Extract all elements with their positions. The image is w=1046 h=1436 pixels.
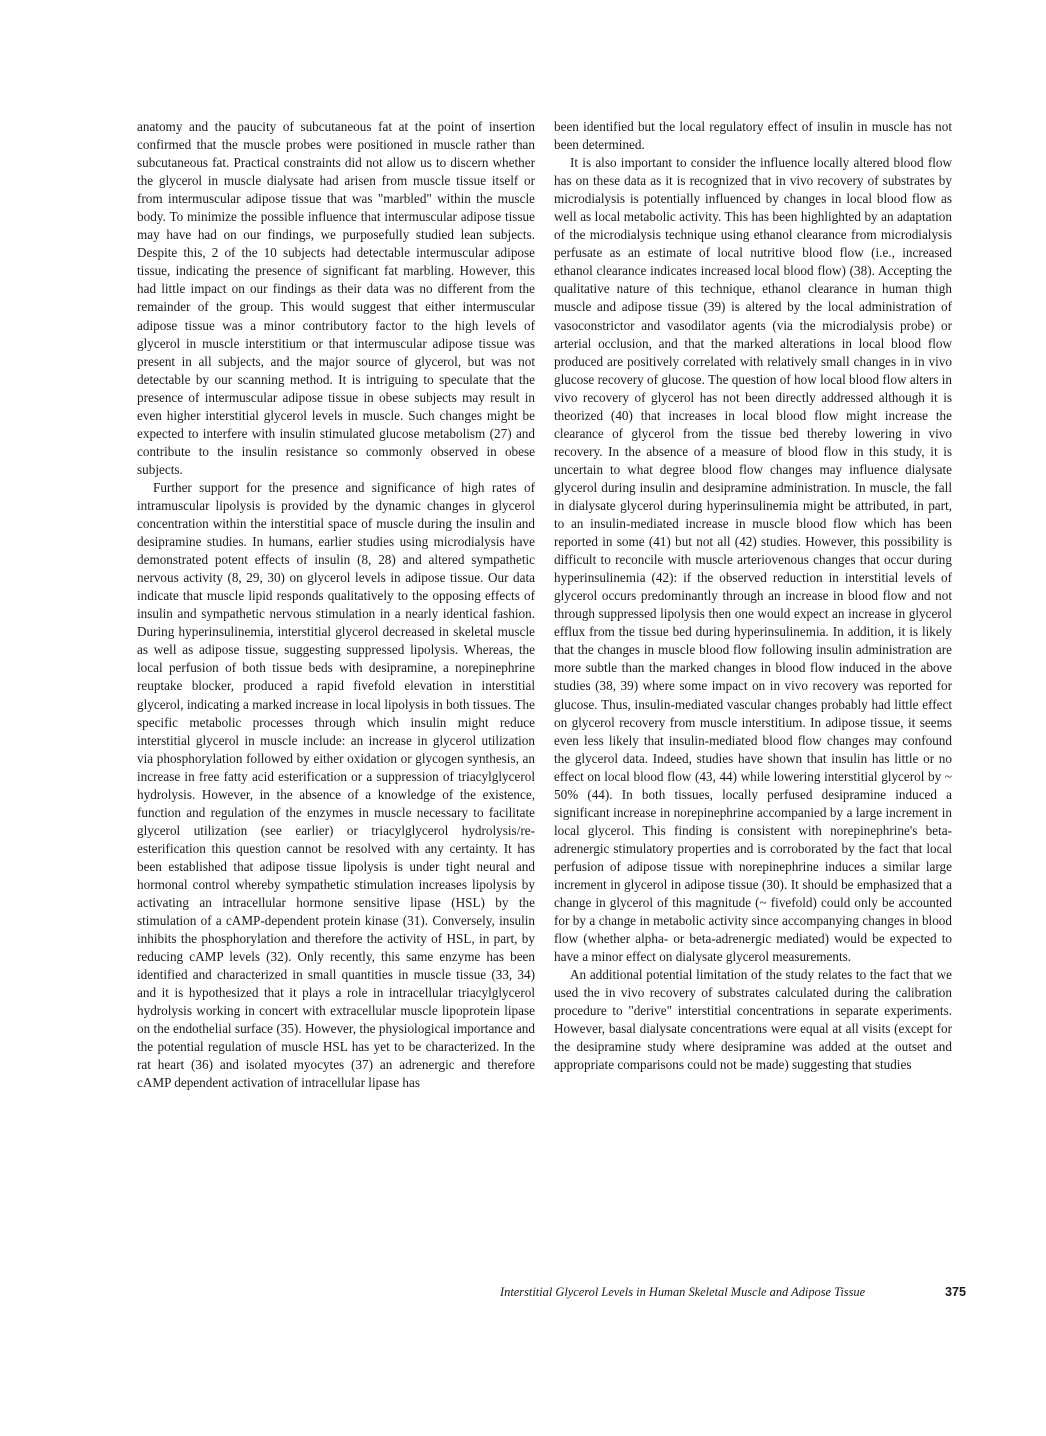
running-title: Interstitial Glycerol Levels in Human Skeletal Muscle and Adipose Tissue xyxy=(500,1285,866,1299)
right-paragraph-1: been identified but the local regulatory effect of insulin in muscle has not been determined. xyxy=(554,119,952,153)
right-paragraph-2: It is also important to consider the influence locally altered blood flow has on these data as it is recognized that in vivo recovery of substrates by microdialysis is potentially influenced by changes in local blood flow as well as local metabolic activity. This has been highlighted by an adaptation of the microdialysis technique using ethanol clearance from microdialysis perfusate as an estimate of local nutritive blood flow (i.e., increased ethanol clearance indicates increased local blood flow) (38). Accepting the qualitative nature of this technique, ethanol clearance in human thigh muscle and adipose tissue (39) is altered by the local administration of vasoconstrictor and vasodilator agents (via the microdialysis probe) or arterial occlusion, and that the marked alterations in local blood flow produced are positively correlated with relatively small changes in in vivo glucose recovery of glucose. The question of how local blood flow alters in vivo recovery of glycerol has not been directly addressed although it is theorized (40) that increases in local blood flow might increase the clearance of glycerol from the tissue bed thereby lowering in vivo recovery. In the absence of a measure of blood flow in this study, it is uncertain to what degree blood flow changes may influence dialysate glycerol during insulin and desipramine administration. In muscle, the fall in dialysate glycerol during hyperinsulinemia might be attributed, in part, to an insulin-mediated increase in muscle blood flow which has been reported in some (41) but not all (42) studies. However, this possibility is difficult to reconcile with muscle arteriovenous changes that occur during hyperinsulinemia (42): if the observed reduction in interstitial levels of glycerol occurs predominantly through an increase in blood flow and not through suppressed lipolysis then one would expect an increase in glycerol efflux from the tissue bed during hyperinsulinemia. In addition, it is likely that the changes in muscle blood flow following insulin administration are more subtle than the marked changes in blood flow induced in the above studies (38, 39) where some impact on in vivo recovery was reported for glucose. Thus, insulin-mediated vascular changes probably had little effect on glycerol recovery from muscle interstitium. In adipose tissue, it seems even less likely that insulin-mediated blood flow changes may confound the glycerol data. Indeed, studies have shown that insulin has little or no effect on local blood flow (43, 44) while lowering interstitial glycerol by ~ 50% (44). In both tissues, locally perfused desipramine induced a significant increase in norepinephrine accompanied by a large increment in local glycerol. This finding is consistent with norepinephrine's beta-adrenergic stimulatory properties and is corroborated by the fact that local perfusion of adipose tissue with norepinephrine induces a similar large increment in glycerol in adipose tissue (30). It should be emphasized that a change in glycerol of this magnitude (~ fivefold) could only be accounted for by a change in metabolic activity since accompanying changes in blood flow (whether alpha- or beta-adrenergic mediated) would be expected to have a minor effect on dialysate glycerol measurements. xyxy=(554,155,952,965)
page-number: 375 xyxy=(944,1285,966,1299)
right-paragraph-3: An additional potential limitation of the study relates to the fact that we used the in vivo recovery of substrates calculated during the calibration procedure to "derive" interstitial concentrations in separate experiments. However, basal dialysate concentrations were equal at all visits (except for the desipramine study where desipramine was added at the outset and appropriate comparisons could not be made) suggesting that studies xyxy=(554,967,952,1073)
page-footer xyxy=(500,1285,966,1300)
left-paragraph-1: anatomy and the paucity of subcutaneous fat at the point of insertion confirmed that the muscle probes were positioned in muscle rather than subcutaneous fat. Practical constraints did not allow us to discern whether the glycerol in muscle dialysate had arisen from muscle tissue itself or from intermuscular adipose tissue that was "marbled" within the muscle body. To minimize the possible influence that intermuscular adipose tissue may have had on our findings, we purposefully studied lean subjects. Despite this, 2 of the 10 subjects had detectable intermuscular adipose tissue, indicating the presence of significant fat marbling. However, this had little impact on our findings as their data was no different from the remainder of the group. This would suggest that either intermuscular adipose tissue was a minor contributory factor to the high levels of glycerol in muscle interstitium or that intermuscular adipose tissue was present in all subjects, and the major source of glycerol, but was not detectable by our scanning method. It is intriguing to speculate that the presence of intermuscular adipose tissue in obese subjects may result in even higher interstitial glycerol levels in muscle. Such changes might be expected to interfere with insulin stimulated glucose metabolism (27) and contribute to the insulin resistance so commonly observed in obese subjects. xyxy=(137,119,535,477)
left-text-column xyxy=(137,118,535,1093)
left-paragraph-2: Further support for the presence and significance of high rates of intramuscular lipolysis is provided by the dynamic changes in glycerol concentration within the interstitial space of muscle during the insulin and desipramine studies. In humans, earlier studies using microdialysis have demonstrated potent effects of insulin (8, 28) and altered sympathetic nervous activity (8, 29, 30) on glycerol levels in adipose tissue. Our data indicate that muscle lipid responds qualitatively to the opposing effects of insulin and sympathetic nervous stimulation in a nearly identical fashion. During hyperinsulinemia, interstitial glycerol decreased in skeletal muscle as well as adipose tissue, suggesting suppressed lipolysis. Whereas, the local perfusion of both tissue beds with desipramine, a norepinephrine reuptake blocker, produced a rapid fivefold elevation in interstitial glycerol, indicating a marked increase in local lipolysis in both tissues. The specific metabolic processes through which insulin might reduce interstitial glycerol in muscle include: an increase in glycerol utilization via phosphorylation followed by either oxidation or glycogen synthesis, an increase in free fatty acid esterification or a suppression of triacylglycerol hydrolysis. However, in the absence of a knowledge of the existence, function and regulation of the enzymes in muscle necessary to facilitate glycerol utilization (see earlier) or triacylglycerol hydrolysis/re-esterification this question cannot be resolved with any certainty. It has been established that adipose tissue lipolysis is under tight neural and hormonal control whereby sympathetic stimulation increases lipolysis by activating an intracellular hormone sensitive lipase (HSL) by the stimulation of a cAMP-dependent protein kinase (31). Conversely, insulin inhibits the phosphorylation and therefore the activity of HSL, in part, by reducing cAMP levels (32). Only recently, this same enzyme has been identified and characterized in small quantities in muscle tissue (33, 34) and it is hypothesized that it plays a role in intracellular triacylglycerol hydrolysis working in concert with extracellular muscle lipoprotein lipase on the endothelial surface (35). However, the physiological importance and the potential regulation of muscle HSL has yet to be characterized. In the rat heart (36) and isolated myocytes (37) an adrenergic and therefore cAMP dependent activation of intracellular lipase has xyxy=(137,479,535,1091)
right-text-column xyxy=(554,118,952,1074)
